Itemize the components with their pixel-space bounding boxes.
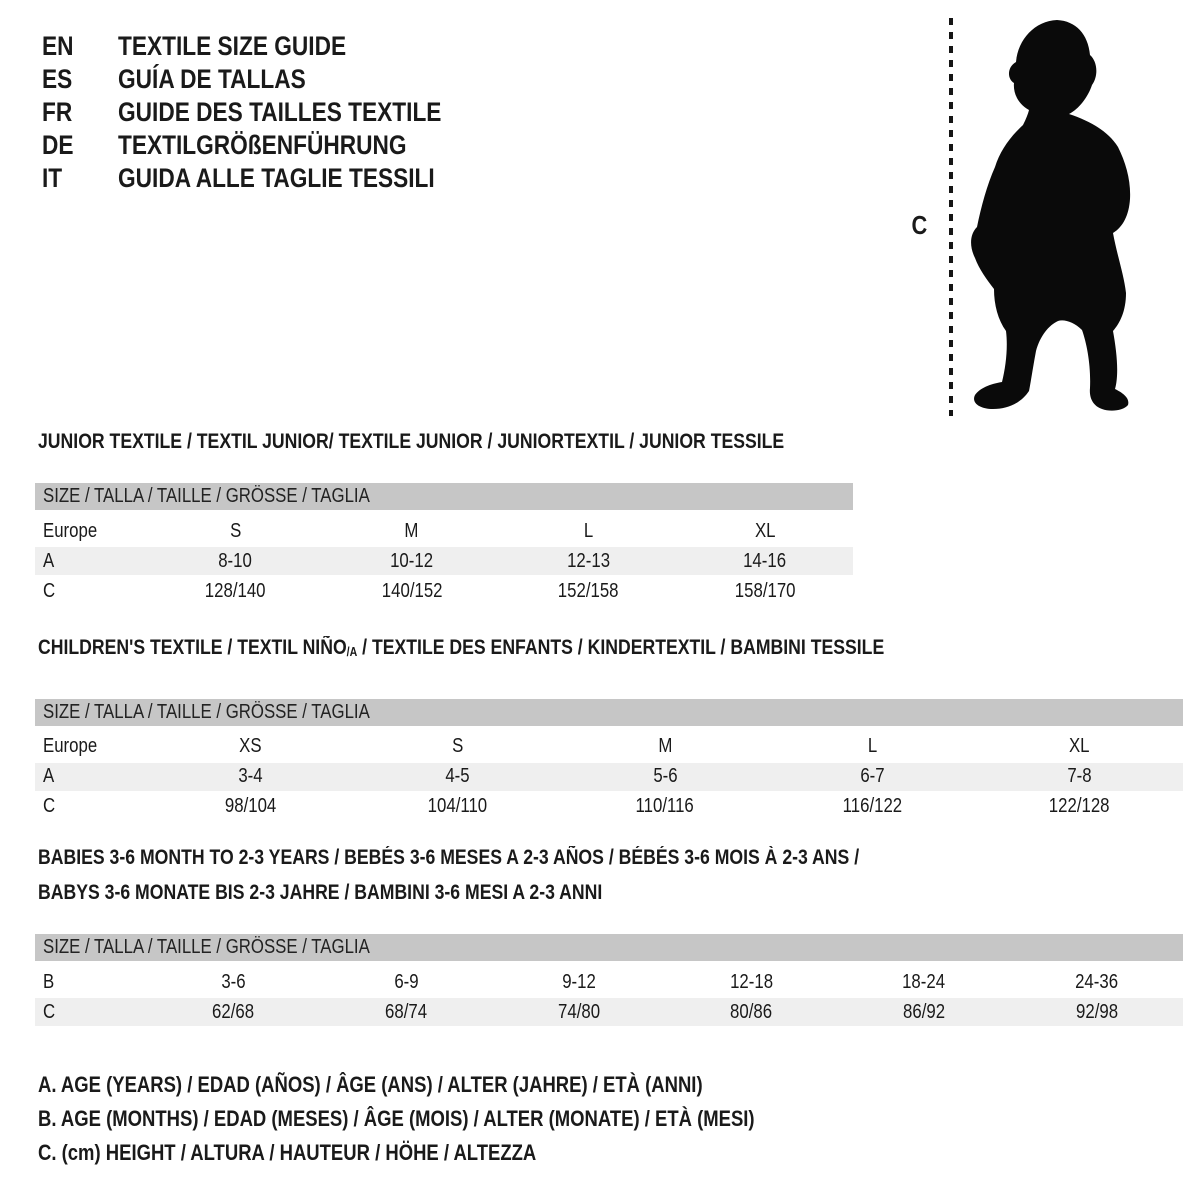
language-code: FR xyxy=(42,97,73,127)
size-cell: 10-12 xyxy=(390,549,434,572)
language-row xyxy=(42,63,503,96)
size-cell: 80/86 xyxy=(730,1000,773,1023)
size-cell: 128/140 xyxy=(204,579,266,602)
size-cell: 122/128 xyxy=(1049,795,1110,818)
size-cell: 7-8 xyxy=(1067,765,1092,788)
table-row xyxy=(35,517,853,545)
height-measure-dashed-line xyxy=(949,18,953,416)
language-label: TEXTILE SIZE GUIDE xyxy=(118,31,347,61)
size-cell: 6-7 xyxy=(860,765,885,788)
row-label: B xyxy=(43,970,55,993)
size-cell: 3-6 xyxy=(221,970,246,993)
row-label: C xyxy=(43,579,56,602)
language-row xyxy=(42,96,503,129)
size-cell: 86/92 xyxy=(902,1000,946,1023)
table-row xyxy=(35,968,1183,996)
row-label: Europe xyxy=(43,735,98,758)
size-cell: 68/74 xyxy=(384,1000,428,1023)
language-row xyxy=(42,129,503,162)
legend xyxy=(38,1068,891,1170)
table-row xyxy=(35,547,853,575)
toddler-silhouette xyxy=(966,17,1132,415)
language-code: DE xyxy=(42,130,74,160)
junior-textile-section xyxy=(35,430,853,607)
size-cell: XL xyxy=(754,519,776,542)
size-cell: 140/152 xyxy=(381,579,443,602)
language-code: ES xyxy=(42,64,73,94)
language-label: TEXTILGRÖßENFÜHRUNG xyxy=(118,130,407,160)
babies-section-title: BABIES 3-6 MONTH TO 2-3 YEARS / BEBÉS 3-6 MESES A 2-3 AÑOS / BÉBÉS 3-6 MOIS À 2-3 ANS / BABYS 3-6 MONATE BIS 2-3 JAHRE / BAMBINI 3-6 MESI A 2-3 ANNI xyxy=(38,846,860,904)
size-cell: 12-13 xyxy=(566,549,610,572)
row-label: A xyxy=(43,549,55,572)
language-code: IT xyxy=(42,163,63,193)
babies-size-header-bar: SIZE / TALLA / TAILLE / GRÖSSE / TAGLIA xyxy=(35,934,1183,961)
language-label: GUÍA DE TALLAS xyxy=(118,64,306,94)
size-cell: 3-4 xyxy=(238,765,263,788)
table-row xyxy=(35,577,853,605)
language-label: GUIDA ALLE TAGLIE TESSILI xyxy=(118,163,435,193)
size-cell: 74/80 xyxy=(557,1000,600,1023)
table-row xyxy=(35,998,1183,1026)
size-cell: 62/68 xyxy=(212,1000,255,1023)
size-cell: 152/158 xyxy=(557,579,619,602)
children-textile-section xyxy=(35,636,1183,823)
legend-line-b: B. AGE (MONTHS) / EDAD (MESES) / ÂGE (MOIS) / ALTER (MONATE) / ETÀ (MESI) xyxy=(38,1106,755,1131)
row-label: C xyxy=(43,1000,56,1023)
size-cell: 110/116 xyxy=(635,795,695,818)
children-section-title: CHILDREN'S TEXTILE / TEXTIL NIÑO/A / TEXTILE DES ENFANTS / KINDERTEXTIL / BAMBINI TESSILE xyxy=(38,636,885,659)
size-cell: 5-6 xyxy=(652,765,678,788)
junior-section-title: JUNIOR TEXTILE / TEXTIL JUNIOR/ TEXTILE JUNIOR / JUNIORTEXTIL / JUNIOR TESSILE xyxy=(38,430,785,453)
row-label: Europe xyxy=(43,519,98,542)
junior-size-header-bar: SIZE / TALLA / TAILLE / GRÖSSE / TAGLIA xyxy=(35,483,853,510)
size-cell: S xyxy=(229,519,241,542)
language-label: GUIDE DES TAILLES TEXTILE xyxy=(118,97,442,127)
nino-a-subscript: /A xyxy=(346,644,358,659)
language-code: EN xyxy=(42,31,74,61)
size-cell: L xyxy=(867,735,877,758)
babies-textile-section xyxy=(35,840,1183,1028)
size-cell: XL xyxy=(1069,735,1090,758)
junior-size-table xyxy=(35,517,853,605)
legend-line-a: A. AGE (YEARS) / EDAD (AÑOS) / ÂGE (ANS) / ALTER (JAHRE) / ETÀ (ANNI) xyxy=(38,1072,703,1097)
size-cell: 4-5 xyxy=(445,765,470,788)
legend-line-c: C. (cm) HEIGHT / ALTURA / HAUTEUR / HÖHE / ALTEZZA xyxy=(38,1140,537,1165)
size-cell: XS xyxy=(239,735,262,758)
size-cell: 14-16 xyxy=(743,549,787,572)
size-cell: 9-12 xyxy=(561,970,596,993)
size-cell: 6-9 xyxy=(393,970,419,993)
size-cell: 8-10 xyxy=(218,549,253,572)
row-label: A xyxy=(43,765,55,788)
size-cell: 24-36 xyxy=(1075,970,1119,993)
table-row xyxy=(35,793,1183,821)
height-measure-label: C xyxy=(911,210,928,240)
size-cell: 158/170 xyxy=(734,579,796,602)
row-label: C xyxy=(43,795,56,818)
language-title-list xyxy=(42,30,503,195)
language-row xyxy=(42,162,503,195)
size-cell: 116/122 xyxy=(842,795,902,818)
children-size-header-bar: SIZE / TALLA / TAILLE / GRÖSSE / TAGLIA xyxy=(35,699,1183,726)
table-row xyxy=(35,763,1183,791)
size-cell: 98/104 xyxy=(224,795,277,818)
table-row xyxy=(35,733,1183,761)
babies-size-table xyxy=(35,968,1183,1026)
language-row xyxy=(42,30,503,63)
size-cell: 104/110 xyxy=(428,795,488,818)
size-cell: L xyxy=(583,519,593,542)
size-cell: 92/98 xyxy=(1075,1000,1118,1023)
size-cell: M xyxy=(658,735,673,758)
size-cell: 18-24 xyxy=(902,970,946,993)
size-cell: M xyxy=(404,519,419,542)
size-cell: 12-18 xyxy=(729,970,773,993)
size-cell: S xyxy=(452,735,464,758)
children-size-table xyxy=(35,733,1183,821)
